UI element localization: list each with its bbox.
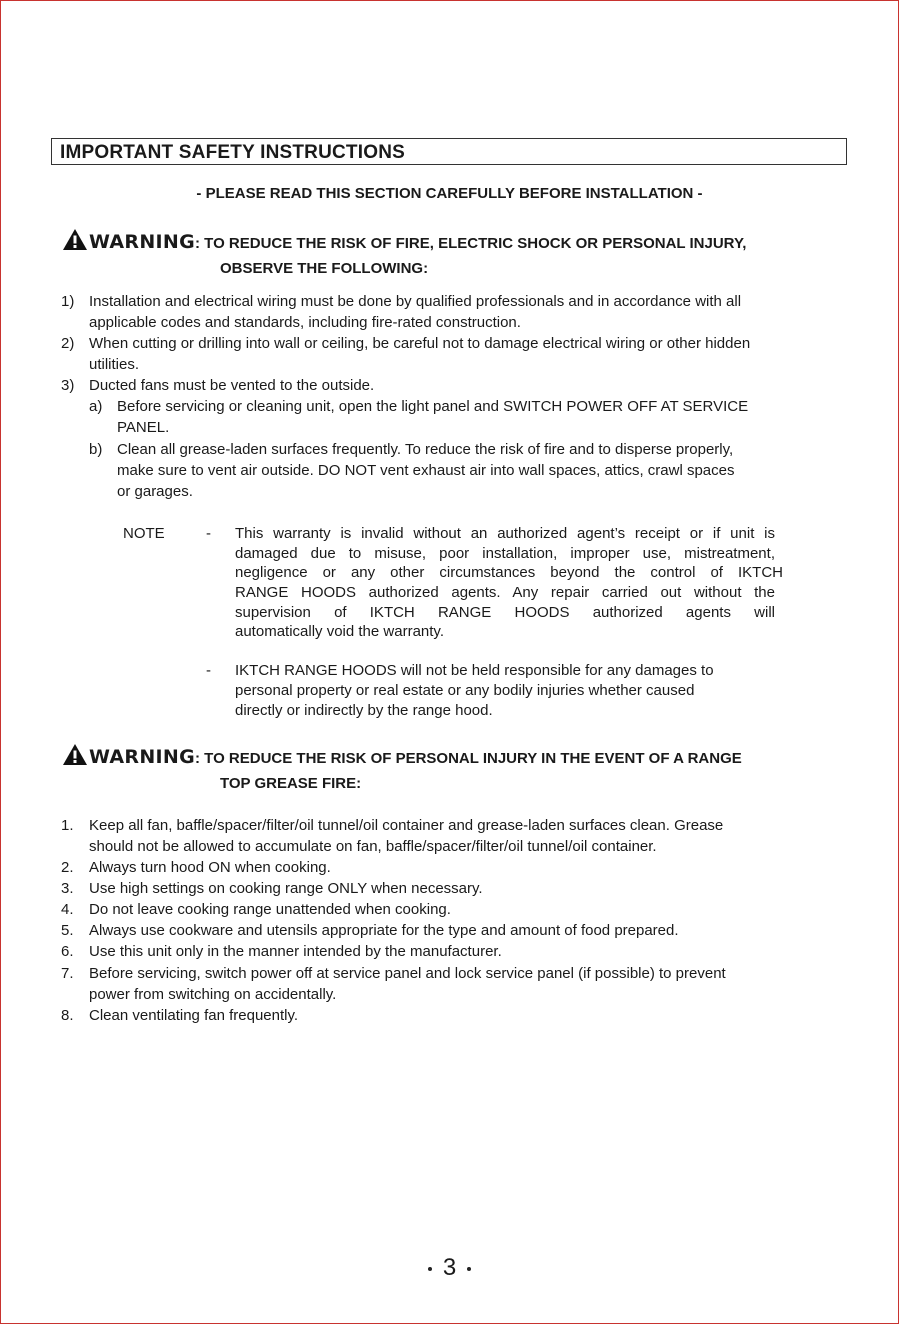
list-number: 3.	[61, 880, 74, 897]
list-item-text: should not be allowed to accumulate on fan, baffle/spacer/filter/oil tunnel/oil container.	[89, 838, 657, 855]
warning-text-1b: OBSERVE THE FOLLOWING:	[220, 260, 429, 277]
list-number: 8.	[61, 1007, 74, 1024]
list-item-text: power from switching on accidentally.	[89, 986, 337, 1003]
list-number: 1.	[61, 817, 74, 834]
note-text: IKTCH RANGE HOODS will not be held responsible for any damages to	[235, 662, 714, 679]
bullet-dot-right	[467, 1267, 471, 1271]
note-text: supervision of IKTCH RANGE HOODS authorized agents will	[235, 604, 775, 621]
list-number: 6.	[61, 943, 74, 960]
note-text: negligence or any other circumstances beyond the control of IKTCH	[235, 564, 783, 581]
warning-word: WARNING	[89, 231, 196, 253]
note-text: This warranty is invalid without an authorized agent’s receipt or if unit is	[235, 525, 775, 542]
warning-triangle-icon	[62, 228, 88, 251]
note-text: directly or indirectly by the range hood.	[235, 702, 493, 719]
section-header-box	[51, 138, 847, 165]
list-item-text: Use this unit only in the manner intended by the manufacturer.	[89, 943, 502, 960]
sub-list-text: PANEL.	[117, 419, 170, 436]
note-dash: -	[206, 525, 211, 542]
list-number: 2.	[61, 859, 74, 876]
warning-text-2b: TOP GREASE FIRE:	[220, 775, 362, 792]
list-number: 4.	[61, 901, 74, 918]
list-item-text: Ducted fans must be vented to the outside.	[89, 377, 375, 394]
sub-list-text: make sure to vent air outside. DO NOT vent exhaust air into wall spaces, attics, crawl spaces	[117, 462, 735, 479]
list-item-text: Do not leave cooking range unattended when cooking.	[89, 901, 451, 918]
page-number	[0, 1254, 899, 1282]
subtitle: - PLEASE READ THIS SECTION CAREFULLY BEFORE INSTALLATION -	[196, 185, 703, 202]
note-label: NOTE	[123, 525, 165, 542]
list-item-text: When cutting or drilling into wall or ceiling, be careful not to damage electrical wiring or other hidden	[89, 335, 751, 352]
sub-list-text: or garages.	[117, 483, 193, 500]
note-text: RANGE HOODS authorized agents. Any repair carried out without the	[235, 584, 775, 601]
warning-triangle-icon	[62, 743, 88, 766]
list-number: 1)	[61, 293, 75, 310]
list-item-text: Installation and electrical wiring must be done by qualified professionals and in accordance with all	[89, 293, 742, 310]
list-item-text: Always use cookware and utensils appropriate for the type and amount of food prepared.	[89, 922, 679, 939]
section-title: IMPORTANT SAFETY INSTRUCTIONS	[60, 142, 405, 163]
list-item-text: Always turn hood ON when cooking.	[89, 859, 331, 876]
note-text: personal property or real estate or any bodily injuries whether caused	[235, 682, 695, 699]
list-item-text: applicable codes and standards, including fire-rated construction.	[89, 314, 521, 331]
warning-heading-2	[62, 743, 742, 768]
sub-list-text: Before servicing or cleaning unit, open the light panel and SWITCH POWER OFF AT SERVICE	[117, 398, 749, 415]
warning-text-1a: : TO REDUCE THE RISK OF FIRE, ELECTRIC SHOCK OR PERSONAL INJURY,	[195, 235, 747, 252]
list-item-text: Before servicing, switch power off at service panel and lock service panel (if possible) to prevent	[89, 965, 726, 982]
sub-list-text: Clean all grease-laden surfaces frequently. To reduce the risk of fire and to disperse properly,	[117, 441, 734, 458]
bullet-dot-left	[428, 1267, 432, 1271]
warning-text-2a: : TO REDUCE THE RISK OF PERSONAL INJURY IN THE EVENT OF A RANGE	[195, 750, 742, 767]
note-dash: -	[206, 662, 211, 679]
sub-list-letter: b)	[89, 441, 103, 458]
list-item-text: Use high settings on cooking range ONLY when necessary.	[89, 880, 483, 897]
warning-heading-1	[62, 228, 746, 253]
list-number: 2)	[61, 335, 75, 352]
list-item-text: utilities.	[89, 356, 140, 373]
sub-list-letter: a)	[89, 398, 103, 415]
note-text: damaged due to misuse, poor installation, improper use, mistreatment,	[235, 545, 775, 562]
note-text: automatically void the warranty.	[235, 623, 444, 640]
list-number: 5.	[61, 922, 74, 939]
list-item-text: Clean ventilating fan frequently.	[89, 1007, 299, 1024]
list-number: 3)	[61, 377, 75, 394]
page-number-text: 3	[442, 1254, 457, 1281]
warning-word: WARNING	[89, 746, 196, 768]
list-item-text: Keep all fan, baffle/spacer/filter/oil tunnel/oil container and grease-laden surfaces clean. Grease	[89, 817, 724, 834]
list-number: 7.	[61, 965, 74, 982]
